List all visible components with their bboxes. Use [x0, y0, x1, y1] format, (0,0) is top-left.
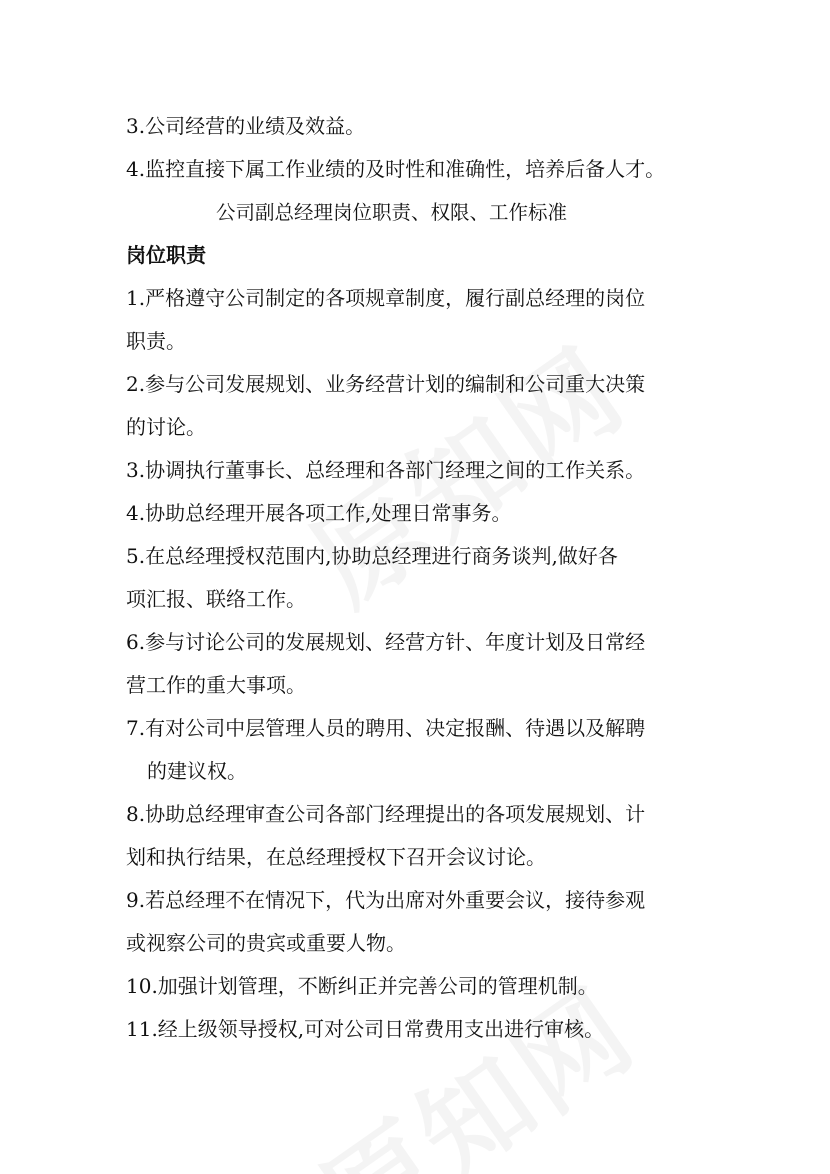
list-item-continuation: 营工作的重大事项。	[126, 673, 306, 697]
list-item: 9.若总经理不在情况下，代为出席对外重要会议，接待参观	[126, 888, 646, 912]
list-item: 4.协助总经理开展各项工作,处理日常事务。	[126, 501, 512, 525]
list-item: 10.加强计划管理，不断纠正并完善公司的管理机制。	[126, 974, 598, 998]
list-item: 1.严格遵守公司制定的各项规章制度，履行副总经理的岗位	[126, 286, 646, 310]
list-item: 2.参与公司发展规划、业务经营计划的编制和公司重大决策	[126, 372, 646, 396]
list-item-continuation: 的建议权。	[147, 759, 247, 783]
list-item-continuation: 划和执行结果，在总经理授权下召开会议讨论。	[126, 845, 546, 869]
list-item-continuation: 职责。	[126, 329, 186, 353]
list-item: 11.经上级领导授权,可对公司日常费用支出进行审核。	[126, 1017, 605, 1041]
list-item: 7.有对公司中层管理人员的聘用、决定报酬、待遇以及解聘	[126, 716, 646, 740]
list-item-continuation: 的讨论。	[126, 415, 206, 439]
list-item-continuation: 或视察公司的贵宾或重要人物。	[126, 931, 406, 955]
list-item-continuation: 项汇报、联络工作。	[126, 587, 306, 611]
list-item: 3.协调执行董事长、总经理和各部门经理之间的工作关系。	[126, 458, 646, 482]
document-body	[126, 105, 726, 1051]
list-item: 5.在总经理授权范围内,协助总经理进行商务谈判,做好各	[126, 544, 618, 568]
list-item: 4.监控直接下属工作业绩的及时性和准确性，培养后备人才。	[126, 157, 666, 181]
list-item: 8.协助总经理审查公司各部门经理提出的各项发展规划、计	[126, 802, 646, 826]
list-item: 3.公司经营的业绩及效益。	[126, 114, 366, 138]
section-heading: 岗位职责	[126, 243, 206, 267]
list-item: 6.参与讨论公司的发展规划、经营方针、年度计划及日常经	[126, 630, 646, 654]
section-title: 公司副总经理岗位职责、权限、工作标准	[216, 201, 568, 224]
